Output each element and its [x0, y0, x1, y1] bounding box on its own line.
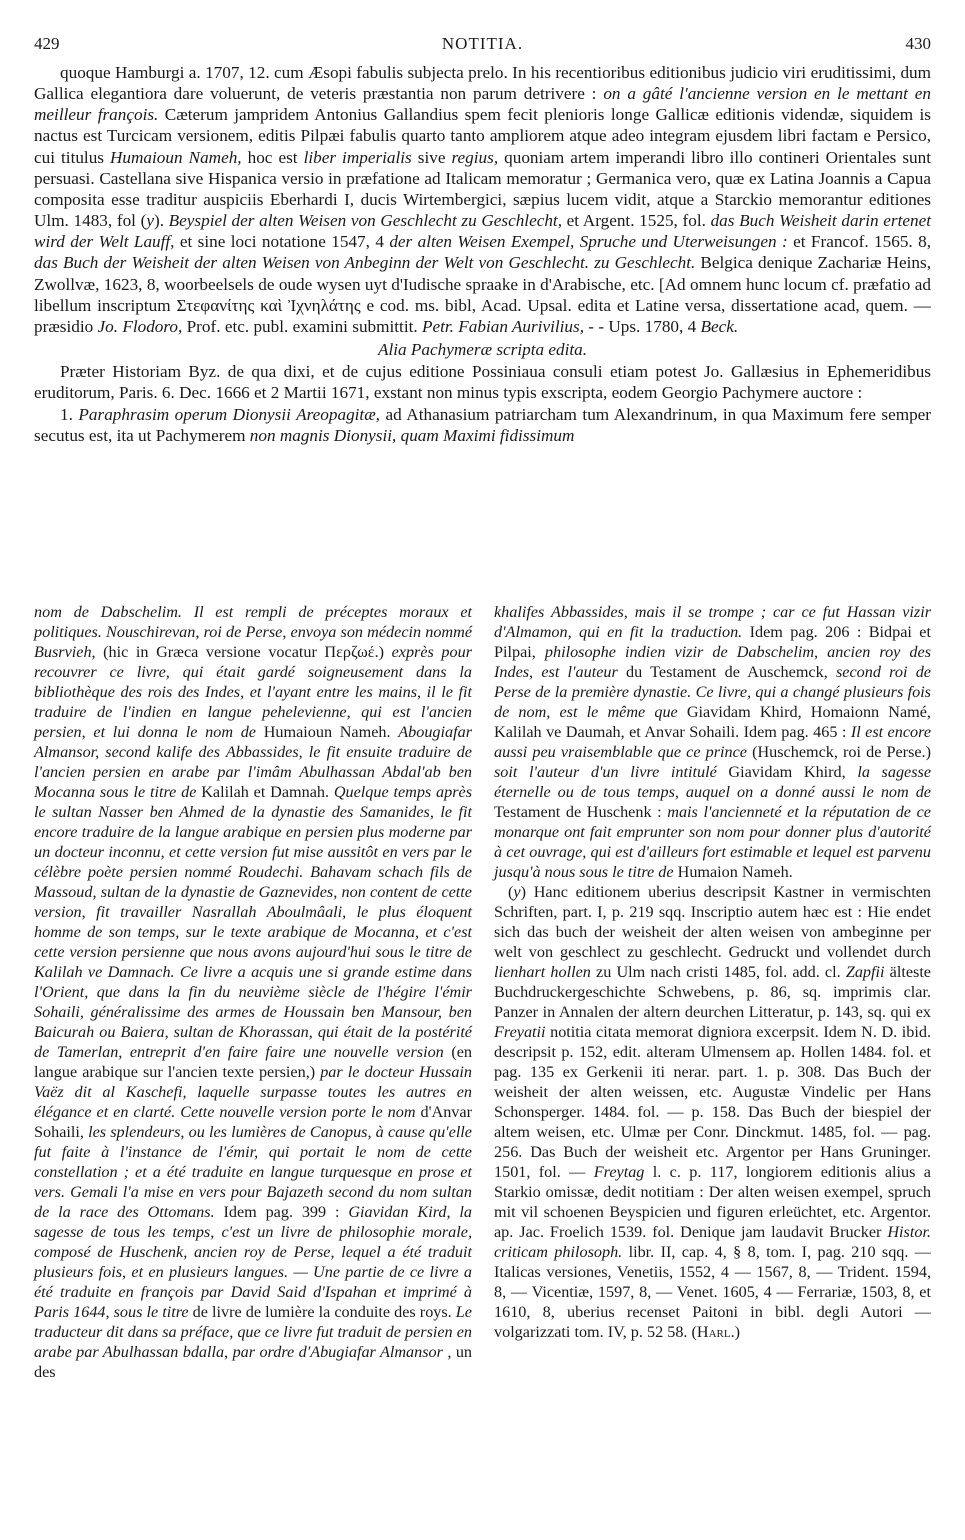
italic-text-run: liber imperialis — [303, 147, 412, 167]
italic-text-run: Giavidan Kird, la sagesse de tous les temps, c'est un livre de philosophie morale, composé de Huschenk, ancien roy de Perse, lequel a été traduit plusieurs fois, et en plusieurs langues. — Une partie de ce livre a été traduite en françois par David Said d'Ispahan et imprimé à Paris 1644, sous le titre — [34, 1203, 472, 1321]
footnote-continuation — [494, 602, 931, 882]
text-run: Humaion Nameh. — [673, 863, 793, 881]
italic-text-run: khalifes Abbassides, mais il se trompe ; car ce fut Hassan vizir d'Almamon, qui en fit la traduction. — [494, 603, 931, 641]
right-page-number: 430 — [905, 34, 931, 53]
text-run: un des — [34, 1343, 472, 1381]
text-run: Giavidam Khird, — [716, 763, 858, 781]
italic-text-run: philosophe indien vizir de Dabschelim, ancien roy des Indes, est l'auteur — [494, 643, 931, 681]
body-paragraph — [34, 361, 931, 403]
running-header — [34, 34, 931, 56]
text-run: (hic in Græca versione vocatur Περζωέ.) — [95, 643, 392, 661]
italic-text-run: das Buch der Weisheit der alten Weisen von Anbeginn der Welt von Geschlecht. zu Geschlecht. — [34, 253, 696, 273]
italic-text-run: Freyatii — [494, 1023, 546, 1041]
text-run: quoniam artem imperandi libro illo contineri Orientales sunt persuasi. Castellana sive Hispanica versio in præfatione ad Italicam memoratur ; Germanica vero, quæ ex Latina Joannis a Capua composita esse traditur auspiciis Eberhardi I, ducis Wirtembergici, sæpius lucem vidit, atque a Starckio memorantur editiones Ulm. 1483, fol ( — [34, 147, 931, 231]
italic-text-run: non magnis Dionysii, quam Maximi fidissimum — [249, 425, 575, 445]
italic-text-run: on a gâté l'ancienne version en le mettant en meilleur françois. — [34, 84, 931, 125]
italic-text-run: Humaioun Nameh, — [110, 147, 242, 167]
italic-text-run: Abougiafar Almansor, second kalife des Abbassides, le fit ensuite traduire de l'ancien persien en arabe par l'imâm Abulhassan Abdal'ab ben Mocanna sous le titre de — [34, 723, 472, 801]
italic-text-run: Jo. Flodoro, — [97, 316, 183, 336]
italic-text-run: Histor. criticam philosoph. — [494, 1223, 931, 1261]
text-run: Giavidam Khird, Homaionn Namé, Kalilah ve Daumah, et Anvar Sohaili. Idem pag. 465 : — [494, 703, 931, 741]
text-run: hoc est — [241, 147, 304, 167]
text-run: quoque Hamburgi a. 1707, 12. cum Æsopi fabulis subjecta prelo. In his recentioribus editionibus judicio viri eruditissimi, dum Gallica elegantiora dare voluerunt, de veteris præstantia non parum detrivere : — [34, 63, 931, 104]
text-run: 1. — [60, 404, 79, 424]
italic-text-run: Le traducteur dit dans sa préface, que ce livre fut traduit de persien en arabe par Abulhassan bdalla, par ordre d'Abugiafar Almansor , — [34, 1303, 472, 1361]
text-run: älteste Buchdruckergeschichte Schwebens, p. 86, sq. imprimis clar. Panzer in Annalen der altern deurchen Litteratur, p. 143, sq. qui ex — [494, 963, 931, 1021]
text-run: ). — [153, 211, 169, 231]
italic-text-run: regius, — [451, 147, 499, 167]
text-run: d'Anvar Sohaili, — [34, 1103, 472, 1141]
text-run: Prof. etc. publ. examini submittit. — [182, 316, 422, 336]
body-paragraph — [34, 62, 931, 337]
italic-text-run: exprès pour recouvrer ce livre, qui était gardé soigneusement dans la bibliothèque des rois des Indes, et l'ayant entre les mains, il le fit traduire de l'indien en langue pehelevienne, qui est l'ancien persien, et lui donna le nom de — [34, 643, 472, 741]
text-run: Cæterum jampridem Antonius Gallandius spem fecit plenioris longe Gallicæ editionis videndæ, siquidem is nactus est Turcicam versionem, editis Pilpæi fabulis quarto tanto ampliorem atque adeo integram ejusdem libri factam e Persico, cui titulus — [34, 105, 931, 167]
text-run: Testament de Huschenk : — [494, 803, 668, 821]
italic-text-run: Quelque temps après le sultan Nasser ben Ahmed de la dynastie des Samanides, le fit encore traduire de la langue arabique en persien plus moderne par un docteur inconnu, et cette version fut mise aussitôt en vers par le célèbre poète persien nommé Roudechi. Bahavam schach fils de Massoud, sultan de la dynastie de Gaznevides, non content de cette version, fit travailler Nasrallah Aboulmâali, le plus éloquent homme de son temps, sur le texte arabique de Mocanna, et c'est cette version persienne que nous avons aujourd'hui sous le titre de Kalilah ve Damnach. Ce livre a acquis une si grande estime dans l'Orient, que dans la fin du neuvième siècle de l'hégire l'émir Sohaili, généralissime des armes de Houssain ben Mansour, ben Baicurah ou Baiera, sultan de Khorassan, qui était de la postérité de Tamerlan, entreprit d'en faire faire une nouvelle version — [34, 783, 472, 1061]
italic-text-run: soit l'auteur d'un livre intitulé — [494, 763, 717, 781]
text-run: Idem pag. 206 : Bidpai et Pilpai, — [494, 623, 931, 661]
italic-text-run: second roi de Perse de la première dynastie. Ce livre, qui a changé plusieurs fois de nom, est le même que — [494, 663, 931, 721]
text-run: sive — [411, 147, 452, 167]
italic-text-run: Freytag — [593, 1163, 645, 1181]
italic-text-run: la sagesse éternelle ou de tous temps, auquel on a donné aussi le nom de — [494, 763, 932, 801]
text-run: et sine loci notatione 1547, 4 — [174, 232, 390, 252]
italic-text-run: mais l'ancienneté et la réputation de ce monarque ont fait emprunter son nom pour donner plus d'autorité à cet ouvrage, qui est d'ailleurs fort estimable et lequel est parvenu jusqu'à nous sous le titre de — [494, 803, 931, 881]
italic-text-run: y — [146, 211, 154, 231]
text-run: Præter Historiam Byz. de qua dixi, et de cujus editione Possiniaua consuli etiam potest Jo. Gallæsius in Ephemeridibus eruditorum, Paris. 6. Dec. 1666 et 2 Martii 1671, exstant non minus typis exscripta, eodem Georgio Pachymere auctore : — [34, 362, 931, 403]
italic-text-run: Beck. — [700, 316, 739, 336]
italic-text-run: Petr. Fabian Aurivilius, — [421, 316, 584, 336]
section-heading: Alia Pachymeræ scripta edita. — [377, 340, 588, 360]
text-run: Belgica denique Zachariæ Heins, Zwollvæ, 1623, 8, woorbeelsels de oude wysen uyt d'Iudische spraake in d'Arabische, etc. [Ad omnem hunc locum cf. præfatio ad libellum inscriptum Στεφανίτης καὶ Ἰχνηλάτης e cod. ms. bibl, Acad. Upsal. edita et Latine versa, dissertatione acad, quem. — præsidio — [34, 253, 931, 336]
text-run: (en langue arabique sur l'ancien texte persien,) — [34, 1043, 472, 1081]
italic-text-run: Il est encore aussi peu vraisemblable que ce prince — [494, 723, 931, 761]
text-run: et Argent. 1525, fol. — [562, 211, 711, 231]
text-run: notitia citata memorat digniora excerpsit. Idem N. D. ibid. descripsit p. 152, edit. alteram Ulmensem ap. Hollen 1484. fol. et pag. 135 ex Gerkenii iti nerar. part. 1. p. 308. Das Buch der weisheit der alten weissen, etc. Augustæ Vindelic per Hans Schonsperger. 1484. fol. — p. 158. Das Buch der biespiel der altem weisen, etc. Ulmæ per Conr. Dinckmut. 1485, fol. — pag. 256. Das Buch der weisheit etc. Argentor per Hans Gruninger. 1501, fol. — — [494, 1023, 931, 1181]
italic-text-run: les splendeurs, ou les lumières de Canopus, à cause qu'elle fut faite à l'instance de l'émir, qui portait le nom de cette constellation ; et a été traduite en langue turquesque en prose et vers. Gemali l'a mise en vers pour Bajazeth second du nom sultan de la race des Ottomans. — [34, 1123, 472, 1221]
text-run: et Francof. 1565. 8, — [787, 232, 932, 252]
running-title: NOTITIA. — [441, 34, 524, 53]
main-text-block — [34, 62, 931, 446]
text-run: Idem pag. 399 : — [214, 1203, 349, 1221]
text-run: (Huschemck, roi de Perse.) — [746, 743, 931, 761]
italic-text-run: Paraphrasim operum Dionysii Areopagitæ, — [78, 404, 380, 424]
small-caps-run: Harl. — [696, 1323, 735, 1341]
text-run: du Testament de Auschemck, — [617, 663, 836, 681]
text-run: l. c. p. 117, longiorem editionis alius a Starkio omissæ, dedit notitiam : Der alten weisen exempel, spruch mit vil schoenen Beyspicien und figuren erleüchtet, etc. Argentor. ap. Jac. Froelich 1539. fol. Denique jam laudavit Brucker — [494, 1163, 931, 1241]
text-run: Kalilah et Damnah. — [196, 783, 334, 801]
text-run: ad Athanasium patriarcham tum Alexandrinum, in qua Maximum fere semper secutus est, ita ut Pachymerem — [34, 404, 932, 445]
italic-text-run: nom de Dabschelim. Il est rempli de préceptes moraux et politiques. Nouschirevan, roi de Perse, envoya son médecin nommé Busrvieh, — [34, 603, 472, 661]
text-run: ( — [508, 883, 514, 901]
text-run: - - Ups. 1780, 4 — [584, 316, 701, 336]
footnote-y — [494, 882, 931, 1342]
text-run: de livre de lumière la conduite des roys. — [188, 1303, 456, 1321]
italic-text-run: par le docteur Hussain Vaëz dit al Kaschefi, laquelle surpasse toutes les autres en élégance et en clarté. Cette nouvelle version porte le nom — [34, 1063, 473, 1121]
italic-text-run: das Buch Weisheit darin ertenet wird der Welt Lauff, — [34, 211, 931, 252]
text-run: Humaioun Nameh. — [256, 723, 399, 741]
italic-text-run: lienhart hollen — [494, 963, 591, 981]
body-paragraph — [34, 404, 931, 446]
left-page-number: 429 — [34, 34, 60, 53]
italic-text-run: Beyspiel der alten Weisen von Geschlecht zu Geschlecht, — [168, 211, 562, 231]
text-run: libr. II, cap. 4, § 8, tom. I, pag. 210 sqq. — Italicas versiones, Venetiis, 1552, 4 — 1567, 8, — Trident. 1594, 8, — Vicentiæ, 1597, 8, — Venet. 1605, 4 — Ferrariæ, 1503, 8, et 1610, 8, uberius recenset Paitoni in bibl. degli Autori — volgarizzati tom. IV, p. 52 58. ( — [494, 1243, 931, 1341]
text-run: ) Hanc editionem uberius descripsit Kastner in vermischten Schriften, part. I, p. 219 sqq. Inscriptio autem hæc est : Hie endet sich das buch der weisheit der alten weisen von ambeginne per welt von geschlect zu geschlecht. Gedruckt und vollendet durch — [494, 883, 931, 961]
text-run: zu Ulm nach cristi 1485, fol. add. cl. — [590, 963, 846, 981]
text-run: ) — [734, 1323, 741, 1341]
italic-text-run: Zapfii — [845, 963, 885, 981]
italic-text-run: y — [513, 883, 521, 901]
footnote-column-left — [34, 602, 472, 1382]
footnote-column-right — [494, 602, 931, 1342]
italic-text-run: der alten Weisen Exempel, Spruche und Uterweisungen : — [389, 232, 788, 252]
footnote-continuation — [34, 602, 472, 1382]
